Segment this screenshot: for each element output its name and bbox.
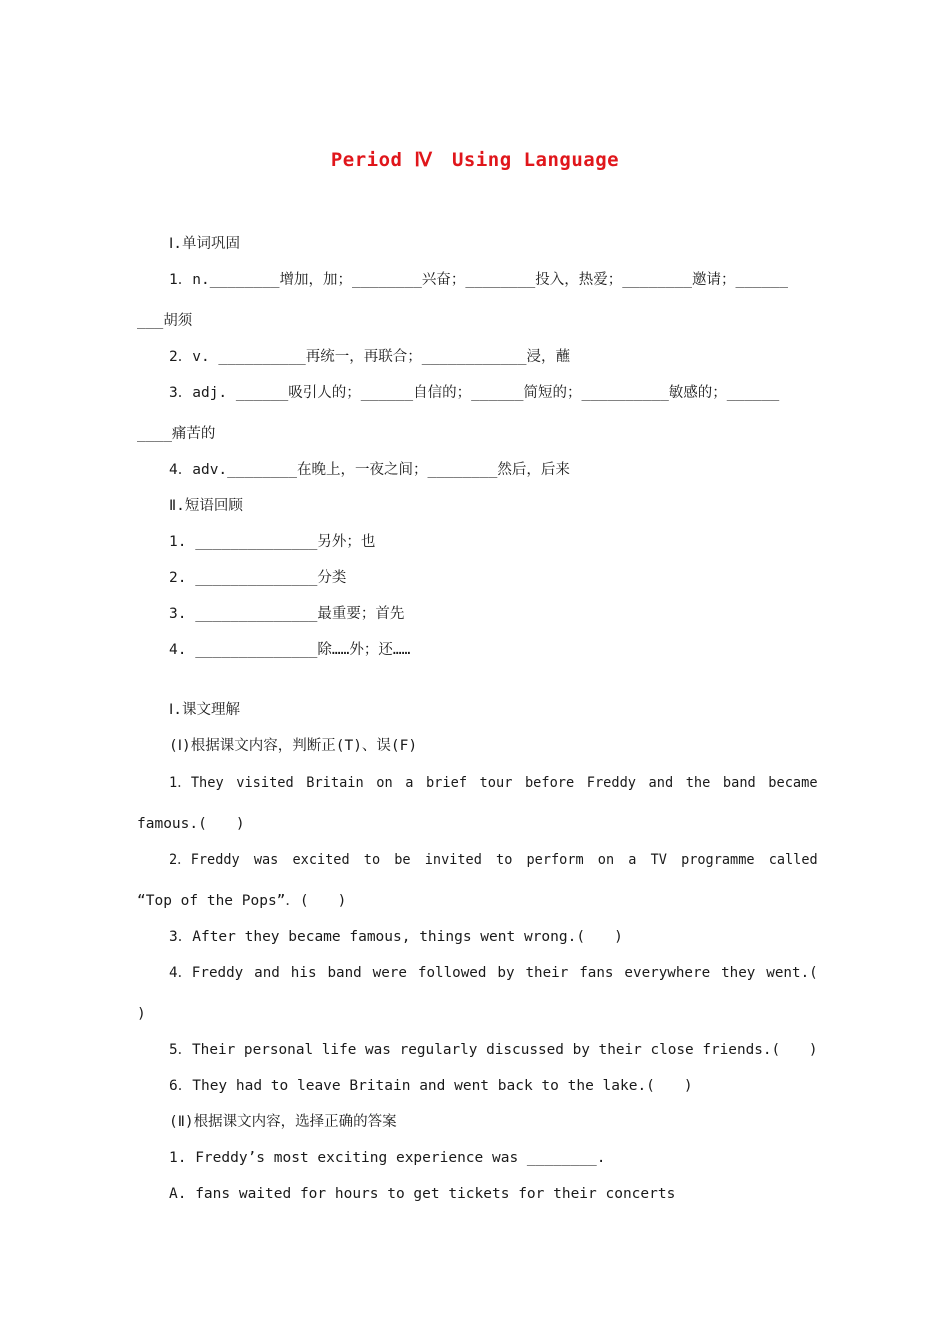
tf-item-1-cont: famous.( ) [137, 816, 245, 832]
phrase-item-3: 3. ______________最重要；首先 [169, 606, 405, 622]
tf-item-4: 4．Freddy and his band were followed by their fans everywhere they went.( [169, 965, 818, 981]
tf-item-5: 5．Their personal life was regularly discussed by their close friends.( ) [169, 1042, 818, 1058]
tf-item-2-cont: “Top of the Pops”．( ) [137, 893, 347, 909]
section-heading-vocab: Ⅰ.单词巩固 [169, 236, 241, 252]
mc-instructions: (Ⅱ)根据课文内容，选择正确的答案 [169, 1114, 397, 1130]
vocab-item-1-text: 1．n.________增加，加；________兴奋；________投入，热爱；________邀请；______ [169, 272, 788, 288]
vocab-item-3-text: 3．adj. ______吸引人的；______自信的；______简短的；__________敏感的；______ [169, 385, 780, 401]
tf-item-3: 3．After they became famous, things went wrong.( ) [169, 929, 623, 945]
section-heading-comprehension: Ⅰ.课文理解 [169, 702, 241, 718]
mc-question-1: 1. Freddy’s most exciting experience was ________. [169, 1150, 606, 1166]
tf-item-6: 6．They had to leave Britain and went back to the lake.( ) [169, 1078, 693, 1094]
vocab-item-1 [169, 270, 814, 290]
vocab-item-2: 2．v. __________再统一，再联合；____________浸，蘸 [169, 349, 570, 365]
vocab-item-3 [169, 383, 814, 403]
tf-instructions: (Ⅰ)根据课文内容，判断正(T)、误(F) [169, 738, 418, 754]
page-title: Period Ⅳ Using Language [330, 149, 620, 171]
tf-item-4-cont: ) [137, 1006, 146, 1022]
vocab-item-1-cont: ___胡须 [137, 313, 193, 329]
mc-option-a: A. fans waited for hours to get tickets for their concerts [169, 1186, 676, 1202]
tf-item-1: 1．They visited Britain on a brief tour before Freddy and the band became [169, 775, 818, 791]
tf-item-2: 2．Freddy was excited to be invited to perform on a TV programme called [169, 852, 818, 868]
vocab-item-4: 4．adv.________在晚上，一夜之间；________然后，后来 [169, 462, 570, 478]
phrase-item-4: 4. ______________除……外；还…… [169, 642, 411, 658]
vocab-item-3-cont: ____痛苦的 [137, 426, 216, 442]
phrase-item-1: 1. ______________另外；也 [169, 534, 376, 550]
phrase-item-2: 2. ______________分类 [169, 570, 347, 586]
section-heading-phrases: Ⅱ.短语回顾 [169, 498, 243, 514]
